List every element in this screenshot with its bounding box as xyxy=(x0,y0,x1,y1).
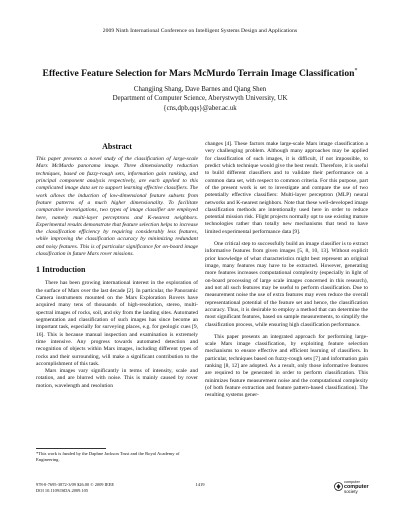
intro-paragraph-5: This paper presents an integrated approach for performing large-scale Mars image classification, by exploiting feature selection mechanisms to ensure effective and efficient learning of classifiers. In particular, techniques based on fuzzy-rough sets [7] and information gain ranking [8, 12] are adopted. As a result, only those informative features are required to be generated in order to perform classification. This minimizes feature measurement noise and the computational complexity (of both feature extraction and feature pattern-based classification). The resulting systems gener- xyxy=(205,333,368,399)
right-column xyxy=(205,141,368,400)
author-names: Changjing Shang, Dave Barnes and Qiang Shen xyxy=(133,86,267,93)
title-footnote-mark: * xyxy=(354,68,358,74)
footer-isbn: 978-0-7695-3872-3/09 $26.00 © 2009 IEEE xyxy=(36,482,115,487)
paper-title-text: Effective Feature Selection for Mars McMurdo Terrain Image Classification xyxy=(42,68,355,80)
page-number: 1419 xyxy=(195,482,205,487)
intro-paragraph-1: There has been growing international interest in the exploration of the surface of Mars over the last decade [2]. In particular, the Panoramic Camera instruments mounted on the Mars Exploration Rovers have acquired many tens of thousands of high-resolution, stereo, multi-spectral images of rocks, soil, and sky from the landing sites. Automated segmentation and classification of such images has since become an important task, especially for surveying places, e.g. for geologic cues [9, 16]. This is because manual inspection and examination is extremely time intensive. Any progress towards automated detection and recognition of objects within Mars images, including different types of rocks and their surrounding, will make a significant contribution to the accomplishment of this task. xyxy=(36,280,198,367)
ieee-computer-society-logo xyxy=(334,480,372,494)
intro-paragraph-2: Mars images vary significantly in terms of intensity, scale and rotation, and are blurred with noise. This is mainly caused by rover motion, wavelength and resolution xyxy=(36,368,198,389)
funding-footnote: *This work is funded by the Daphne Jackson Trust and the Royal Academy of Engineering. xyxy=(36,451,180,462)
author-email: {cns,dpb,qqs}@aber.ac.uk xyxy=(163,104,237,112)
logo-text-top: computer xyxy=(344,480,360,484)
footnote-divider xyxy=(36,448,106,449)
footer-doi: DOI 10.1109/ISDA.2009.105 xyxy=(36,488,89,493)
intro-paragraph-4: One critical step to successfully build an image classifier is to extract informative features from given images [5, 8, 10, 13]. Without explicit prior knowledge of what characteristics might best represent an original image, many features may have to be extracted. However, generating more features increases computational complexity (especially in light of on-board processing of large scale images concerned in this research), and not all such features may be useful to perform classification. Due to measurement noise the use of extra features may even reduce the overall representational potential of the feature set and hence, the classification accuracy. Thus, it is desirable to employ a method that can determine the most significant features, based on sample measurements, to simplify the classification process, while ensuring high classification performance. xyxy=(205,241,368,328)
logo-text-main: computer xyxy=(344,483,369,490)
ieee-computer-society-logo-icon xyxy=(334,481,343,492)
author-block xyxy=(20,85,380,113)
author-affiliation: Department of Computer Science, Aberystwyth University, UK xyxy=(112,95,288,103)
abstract-heading: Abstract xyxy=(102,142,132,151)
left-column xyxy=(36,142,198,390)
intro-paragraph-3: changes [4]. These factors make large-scale Mars image classification a very challenging problem. Although many approaches may be applied for classification of such images, it is difficult, if not impossible, to predict which technique would give the best result. Therefore, it is useful to build different classifiers and to validate their performance on a common data set, with respect to common criteria. For this purpose, part of the present work is set to investigate and compare the use of two potentially effective classifiers: Multi-layer perceptron (MLP) neural networks and K-nearest neighbors. Note that these well-developed image classification methods are intentionally used here in order to reduce potential mission risk. Flight projects normally opt to use existing mature technologies rather than totally new mechanisms that tend to have limited experimental performance data [9]. xyxy=(205,141,368,235)
logo-text-society: society xyxy=(344,489,358,494)
conference-header: 2009 Ninth International Conference on Intelligent Systems Design and Applications xyxy=(102,28,298,34)
paper-title xyxy=(20,66,380,79)
abstract-text: This paper presents a novel study of the classification of large-scale Mars McMurdo panorama image. Three dimensionality reduction techniques, based on fuzzy-rough sets, information gain ranking, and principal component analysis respectively, are each applied to this complicated image data set to support learning effective classifiers. The work allows the induction of low-dimensional feature subsets from feature patterns of a much higher dimensionality. To facilitate comparative investigations, two types of image classifier are employed here, namely multi-layer perceptrons and K-nearest neighbors. Experimental results demonstrate that feature selection helps to increase the classification efficiency by requiring considerably less features, while improving the classification accuracy by minimizing redundant and noisy features. This is of particular significance for on-board image classification in future Mars rover missions. xyxy=(36,156,198,258)
introduction-heading: 1 Introduction xyxy=(36,265,86,275)
